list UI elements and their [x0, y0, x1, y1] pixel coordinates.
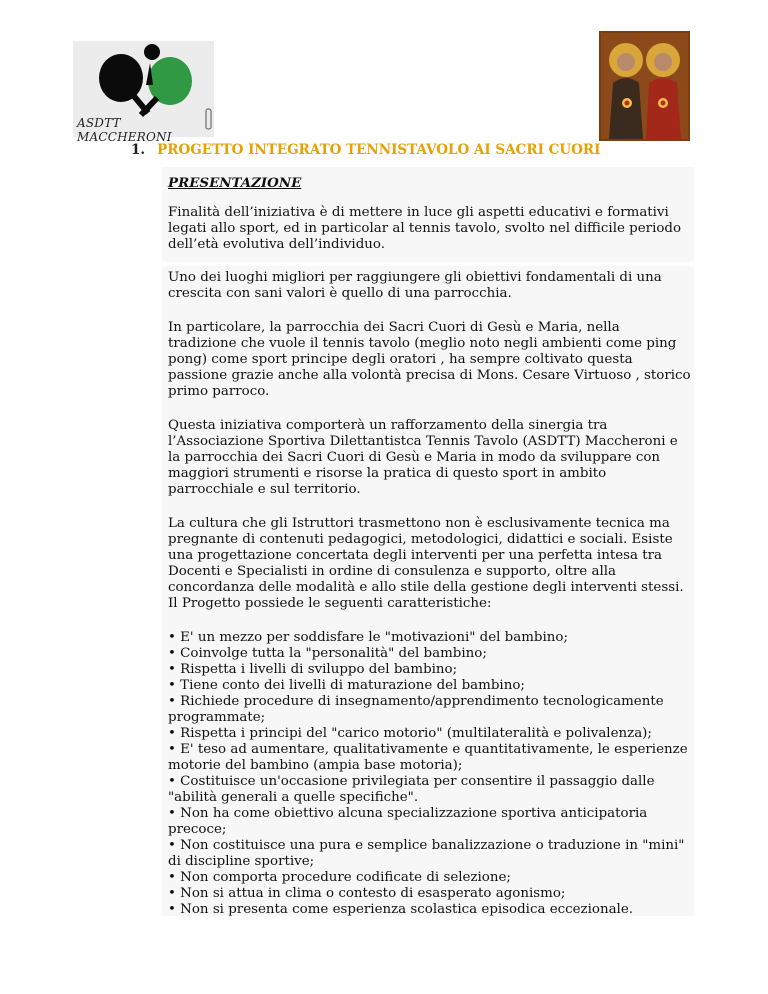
paragraph: Il Progetto possiede le seguenti caratteristiche:: [168, 596, 492, 611]
paragraph: La cultura che gli Istruttori trasmettono non è esclusivamente tecnica ma pregnante di contenuti pedagogici, metodologici, didattici e sociali. Esiste una progettazione concertata degli interventi per una perfetta intesa tra Docenti e Specialisti in ordine di consulenza e supporto, oltre alla concordanza delle modalità e allo stile della gestione degli interventi stessi.: [168, 516, 684, 595]
body-block: [162, 266, 694, 916]
heading-title: PROGETTO INTEGRATO TENNISTAVOLO AI SACRI CUORI: [157, 142, 601, 158]
list-item: • Non si attua in clima o contesto di esasperato agonismo;: [168, 886, 566, 901]
section-heading: [131, 142, 691, 158]
club-logo: [73, 41, 214, 144]
features-list: [168, 630, 694, 918]
list-item: • Tiene conto dei livelli di maturazione del bambino;: [168, 678, 525, 693]
section-title: PRESENTAZIONE: [168, 175, 302, 191]
logo-caption: ASDTT MACCHERONI: [77, 116, 172, 144]
list-item: • Richiede procedure di insegnamento/apprendimento tecnologicamente programmate;: [168, 694, 664, 725]
list-item: • Costituisce un'occasione privilegiata per consentire il passaggio dalle "abilità generali a quelle specifiche".: [168, 774, 655, 805]
list-item: • Coinvolge tutta la "personalità" del bambino;: [168, 646, 487, 661]
list-item: • Non si presenta come esperienza scolastica episodica eccezionale.: [168, 902, 634, 917]
intro-block: [162, 167, 694, 262]
list-item: • Non costituisce una pura e semplice banalizzazione o traduzione in "mini" di discipline sportive;: [168, 838, 685, 869]
list-item: • Non comporta procedure codificate di selezione;: [168, 870, 511, 885]
sacred-hearts-icon: [599, 31, 690, 141]
paragraph: Questa iniziativa comporterà un rafforzamento della sinergia tra l’Associazione Sportiva Dilettantistca Tennis Tavolo (ASDTT) Maccheroni e la parrocchia dei Sacri Cuori di Gesù e Maria in modo da sviluppare con maggiori strumenti e risorse la pratica di questo sport in ambito parrocchiale e sul territorio.: [168, 418, 678, 497]
paragraph: Finalità dell’iniziativa è di mettere in luce gli aspetti educativi e formativi legati allo sport, ed in particolar al tennis tavolo, svolto nel difficile periodo dell’età evolutiva dell’individuo.: [168, 205, 682, 252]
list-item: • Rispetta i livelli di sviluppo del bambino;: [168, 662, 458, 677]
heading-number: 1.: [131, 142, 146, 158]
paragraph: Uno dei luoghi migliori per raggiungere gli obiettivi fondamentali di una crescita con sani valori è quello di una parrocchia.: [168, 270, 662, 301]
list-item: • Non ha come obiettivo alcuna specializzazione sportiva anticipatoria precoce;: [168, 806, 648, 837]
list-item: • E' un mezzo per soddisfare le "motivazioni" del bambino;: [168, 630, 568, 645]
paragraph: In particolare, la parrocchia dei Sacri Cuori di Gesù e Maria, nella tradizione che vuole il tennis tavolo (meglio noto negli ambienti come ping pong) come sport principe degli oratori , ha sempre coltivato questa passione grazie anche alla volontà precisa di Mons. Cesare Virtuoso , storico primo parroco.: [168, 320, 691, 399]
list-item: • Rispetta i principi del "carico motorio" (multilateralità e polivalenza);: [168, 726, 652, 741]
list-item: • E' teso ad aumentare, qualitativamente e quantitativamente, le esperienze motorie del bambino (ampia base motoria);: [168, 742, 688, 773]
